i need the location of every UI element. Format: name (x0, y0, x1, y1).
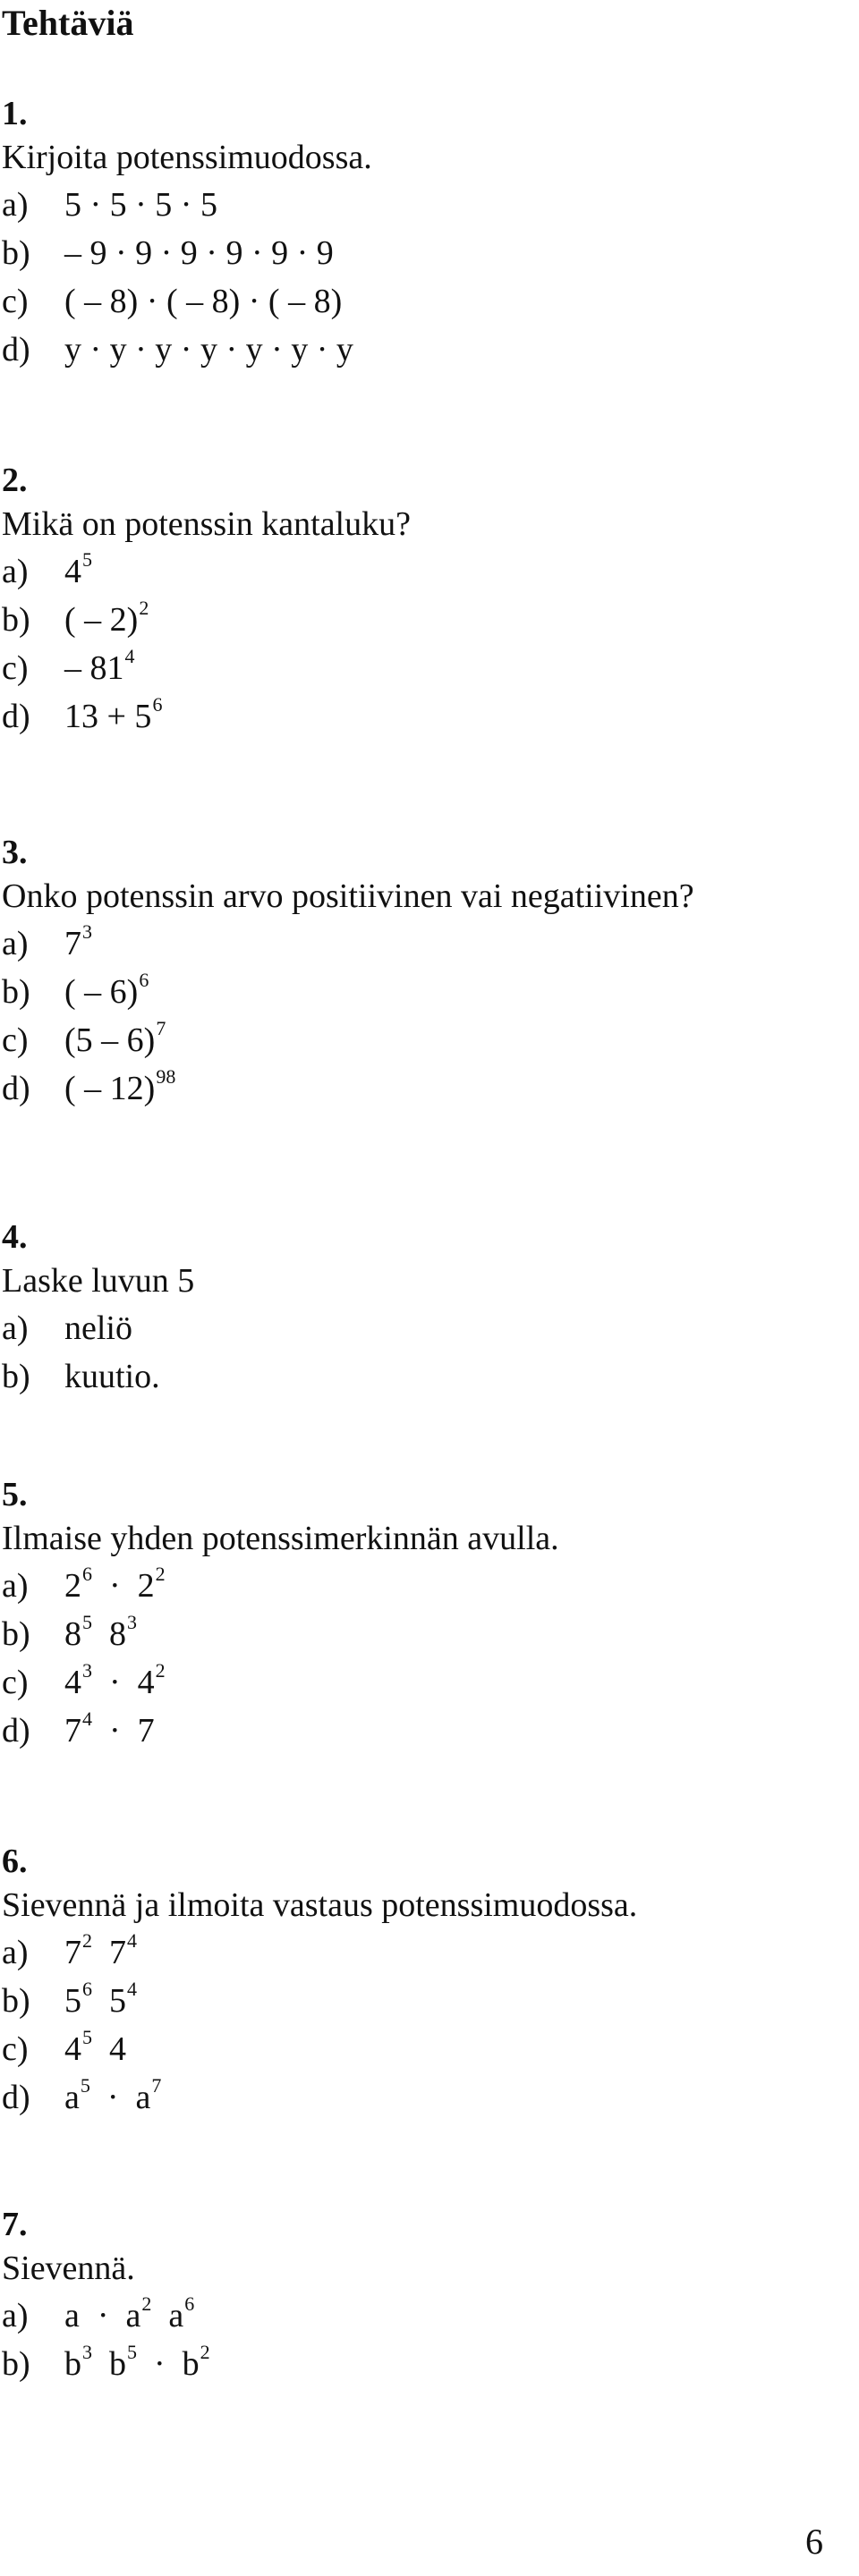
power-exponent: 4 (127, 1978, 137, 2000)
power-base: a (64, 2297, 80, 2334)
multiply-operator: · (109, 1664, 121, 1701)
power-exponent: 2 (200, 2341, 210, 2363)
task-number: 5. (2, 1476, 28, 1513)
item-label: a) (2, 925, 29, 962)
math-expression: – 9 · 9 · 9 · 9 · 9 · 9 (64, 234, 334, 272)
task-item (2, 2340, 843, 2388)
power-exponent: 5 (80, 2074, 90, 2097)
task-item (2, 229, 843, 277)
power-exponent: 2 (139, 597, 149, 619)
power-exponent: 6 (184, 2292, 195, 2315)
task-1 (2, 93, 843, 374)
item-label: c) (2, 649, 29, 687)
power-base: ( – 2) (64, 601, 139, 639)
power-exponent: 2 (155, 1563, 166, 1585)
power-base: 8 (64, 1615, 81, 1653)
item-label: b) (2, 234, 30, 272)
task-item (2, 1707, 843, 1755)
power-base: 7 (64, 1934, 81, 1971)
power-exponent: 4 (124, 645, 135, 667)
task-item (2, 277, 843, 326)
power-base: 7 (64, 925, 81, 962)
page-number: 6 (805, 2521, 823, 2562)
power-base: ( – 12) (64, 1070, 156, 1107)
item-label: b) (2, 1358, 30, 1395)
multiply-operator: · (109, 1712, 121, 1750)
power-base: – 81 (64, 649, 124, 687)
task-item (2, 919, 843, 968)
power-base: 2 (137, 1567, 155, 1605)
task-prompt: Laske luvun 5 (2, 1262, 195, 1300)
task-item (2, 596, 843, 644)
power-exponent: 6 (152, 693, 163, 716)
power-base: 4 (64, 1664, 81, 1701)
power-exponent: 5 (82, 548, 92, 571)
power-exponent: 7 (151, 2074, 162, 2097)
multiply-operator: · (109, 1567, 121, 1605)
task-item (2, 181, 843, 229)
task-prompt: Ilmaise yhden potenssimerkinnän avulla. (2, 1520, 559, 1557)
task-prompt: Kirjoita potenssimuodossa. (2, 139, 372, 176)
item-label: a) (2, 1567, 29, 1605)
task-6 (2, 1841, 843, 2122)
task-item (2, 547, 843, 596)
task-item (2, 1352, 843, 1401)
math-expression: 5 · 5 · 5 · 5 (64, 186, 217, 224)
power-base: a (125, 2297, 141, 2334)
power-base: a (135, 2079, 151, 2116)
item-label: b) (2, 601, 30, 639)
power-base: 5 (64, 1982, 81, 2020)
power-base: b (64, 2345, 81, 2383)
item-label: a) (2, 186, 29, 224)
item-label: c) (2, 2030, 29, 2068)
task-3 (2, 832, 843, 1113)
task-prompt: Mikä on potenssin kantaluku? (2, 505, 411, 543)
power-exponent: 3 (82, 920, 92, 943)
power-base: b (182, 2345, 200, 2383)
item-label: a) (2, 2297, 29, 2334)
item-label: d) (2, 1712, 30, 1750)
task-5 (2, 1474, 843, 1755)
item-label: a) (2, 553, 29, 590)
item-label: c) (2, 1021, 29, 1059)
power-exponent: 6 (82, 1978, 92, 2000)
power-exponent: 2 (141, 2292, 152, 2315)
power-base: 7 (109, 1934, 126, 1971)
power-exponent: 3 (82, 1659, 92, 1682)
power-exponent: 98 (156, 1065, 176, 1088)
task-item (2, 692, 843, 741)
task-item (2, 968, 843, 1016)
multiply-operator: · (106, 2079, 119, 2116)
task-item (2, 1562, 843, 1610)
multiply-operator: · (154, 2345, 166, 2383)
task-2 (2, 460, 843, 741)
task-number: 6. (2, 1843, 28, 1880)
task-item (2, 1610, 843, 1658)
task-number: 1. (2, 95, 28, 132)
task-item (2, 2073, 843, 2122)
item-label: b) (2, 973, 30, 1011)
math-expression: ( – 8) · ( – 8) · ( – 8) (64, 283, 343, 320)
item-label: b) (2, 1982, 30, 2020)
power-base: 5 (109, 1982, 126, 2020)
power-base: 2 (64, 1567, 81, 1605)
task-prompt: Sievennä ja ilmoita vastaus potenssimuodossa. (2, 1886, 638, 1924)
task-prompt: Onko potenssin arvo positiivinen vai negatiivinen? (2, 877, 694, 915)
power-exponent: 4 (82, 1707, 92, 1730)
power-exponent: 5 (127, 2341, 137, 2363)
power-exponent: 3 (127, 1611, 137, 1633)
power-exponent: 6 (82, 1563, 92, 1585)
item-label: c) (2, 283, 29, 320)
power-exponent: 3 (82, 2341, 92, 2363)
task-number: 2. (2, 462, 28, 499)
task-number: 7. (2, 2206, 28, 2243)
power-base: 7 (137, 1712, 155, 1750)
power-exponent: 4 (127, 1929, 137, 1952)
task-item (2, 1304, 843, 1352)
item-label: b) (2, 2345, 30, 2383)
power-base: a (64, 2079, 80, 2116)
task-number: 3. (2, 834, 28, 871)
task-item (2, 1658, 843, 1707)
power-base: a (168, 2297, 184, 2334)
power-base: 4 (137, 1664, 155, 1701)
power-base: 7 (64, 1712, 81, 1750)
power-exponent: 5 (82, 2026, 92, 2048)
math-expression: y · y · y · y · y · y · y (64, 331, 353, 369)
task-item (2, 644, 843, 692)
item-label: d) (2, 1070, 30, 1107)
task-number: 4. (2, 1218, 28, 1256)
power-base: (5 – 6) (64, 1021, 156, 1059)
item-text: kuutio. (64, 1358, 160, 1395)
item-label: d) (2, 698, 30, 735)
task-4 (2, 1216, 843, 1401)
task-item (2, 2025, 843, 2073)
item-label: b) (2, 1615, 30, 1653)
item-label: d) (2, 2079, 30, 2116)
power-exponent: 5 (82, 1611, 92, 1633)
power-base: b (109, 2345, 126, 2383)
item-text: neliö (64, 1309, 132, 1347)
power-base: 8 (109, 1615, 126, 1653)
item-label: d) (2, 331, 30, 369)
power-exponent: 6 (139, 969, 149, 991)
task-7 (2, 2204, 843, 2388)
item-label: c) (2, 1664, 29, 1701)
multiply-operator: · (97, 2297, 109, 2334)
task-item (2, 1064, 843, 1113)
power-exponent: 7 (156, 1017, 166, 1039)
power-base: 13 + 5 (64, 698, 152, 735)
task-item (2, 326, 843, 374)
item-label: a) (2, 1934, 29, 1971)
page-title: Tehtäviä (2, 3, 134, 43)
task-item (2, 1928, 843, 1977)
task-item (2, 2292, 843, 2340)
task-item (2, 1977, 843, 2025)
task-prompt: Sievennä. (2, 2250, 135, 2287)
item-label: a) (2, 1309, 29, 1347)
power-base: ( – 6) (64, 973, 139, 1011)
power-exponent: 2 (155, 1659, 166, 1682)
task-item (2, 1016, 843, 1064)
power-base: 4 (109, 2030, 126, 2068)
power-exponent: 2 (82, 1929, 92, 1952)
power-base: 4 (64, 553, 81, 590)
power-base: 4 (64, 2030, 81, 2068)
